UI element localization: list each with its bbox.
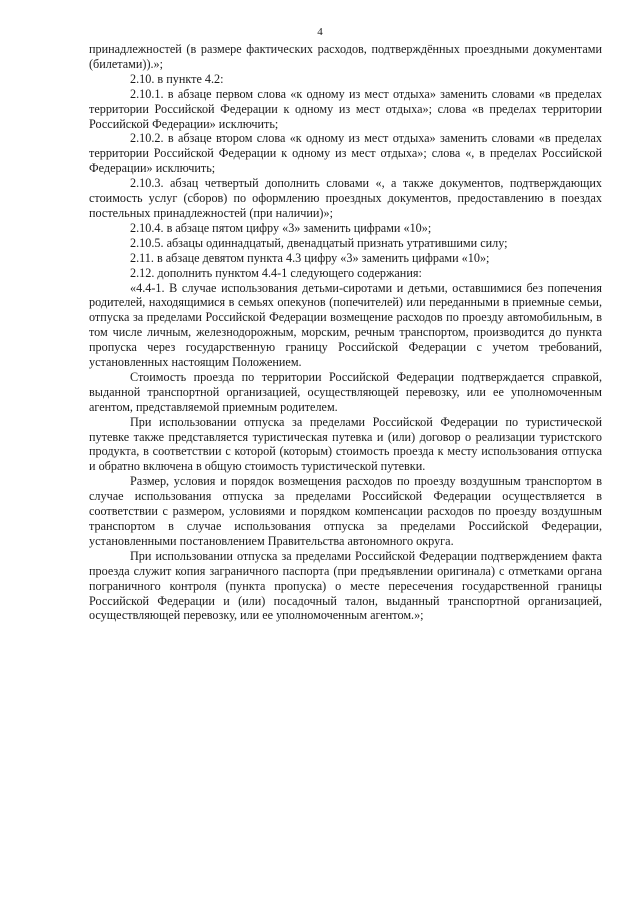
paragraph-continuation: принадлежностей (в размере фактических расходов, подтверждённых проездными документами (билетами)).»; xyxy=(89,42,602,71)
paragraph-2-10-1: 2.10.1. в абзаце первом слова «к одному из мест отдыха» заменить словами «в пределах территории Российской Федерации к одному из мест отдыха»; слова «в пределах территории Российской Федерации» исключить; xyxy=(89,86,602,131)
paragraph-cost-confirmation: Стоимость проезда по территории Российской Федерации подтверждается справкой, выданной транспортной организацией, осуществляющей перевозку, или ее уполномоченным агентом, представляемой приемным родителем. xyxy=(89,369,602,414)
paragraph-2-12: 2.12. дополнить пунктом 4.4-1 следующего содержания: xyxy=(130,265,422,280)
paragraph-2-10-5: 2.10.5. абзацы одиннадцатый, двенадцатый признать утратившими силу; xyxy=(130,235,508,250)
paragraph-4-4-1: «4.4-1. В случае использования детьми-сиротами и детьми, оставшимися без попечения родителей, находящимися в семьях опекунов (попечителей) или переданными в приемные семьи, отпуска за пределами Российской Федерации возмещение расходов по проезду автомобильным, в том числе личным, железнодорожным, морским, речным транспортом, производится до пункта пропуска через государственную границу Российской Федерации с учетом требований, установленных настоящим Положением. xyxy=(89,280,602,370)
paragraph-2-11: 2.11. в абзаце девятом пункта 4.3 цифру «3» заменить цифрами «10»; xyxy=(130,250,490,265)
paragraph-air-transport: Размер, условия и порядок возмещения расходов по проезду воздушным транспортом в случае использования отпуска за пределами Российской Федерации осуществляется в соответствии с размером, условиями и порядком компенсации расходов по проезду воздушным транспортом в случае использования отпуска за пределами Российской Федерации, установленными постановлением Правительства автономного округа. xyxy=(89,474,602,548)
paragraph-tourist-voucher: При использовании отпуска за пределами Российской Федерации по туристической путевке также представляется туристическая путевка и (или) договор о реализации туристского продукта, в соответствии с которой (которым) стоимость проезда к месту использования отпуска и обратно включена в общую стоимость туристической путевки. xyxy=(89,414,602,474)
paragraph-2-10-3: 2.10.3. абзац четвертый дополнить словами «, а также документов, подтверждающих стоимость услуг (сборов) по оформлению проездных документов, предоставлению в поездах постельных принадлежностей (при наличии)»; xyxy=(89,176,602,220)
paragraph-travel-proof: При использовании отпуска за пределами Российской Федерации подтверждением факта проезда служит копия заграничного паспорта (при предъявлении оригинала) с отметками органа пограничного контроля (пункта пропуска) о месте пересечения государственной границы Российской Федерации и (или) посадочный талон, выданный транспортной организацией, осуществляющей перевозку, или ее уполномоченным агентом.»; xyxy=(89,548,602,623)
paragraph-2-10-2: 2.10.2. в абзаце втором слова «к одному из мест отдыха» заменить словами «в пределах территории Российской Федерации к одному из мест отдыха»; слова «, в пределах Российской Федерации» исключить; xyxy=(89,131,602,176)
paragraph-2-10: 2.10. в пункте 4.2: xyxy=(130,71,224,86)
page-number: 4 xyxy=(317,26,323,38)
document-body xyxy=(89,42,602,623)
paragraph-2-10-4: 2.10.4. в абзаце пятом цифру «3» заменить цифрами «10»; xyxy=(130,220,432,235)
